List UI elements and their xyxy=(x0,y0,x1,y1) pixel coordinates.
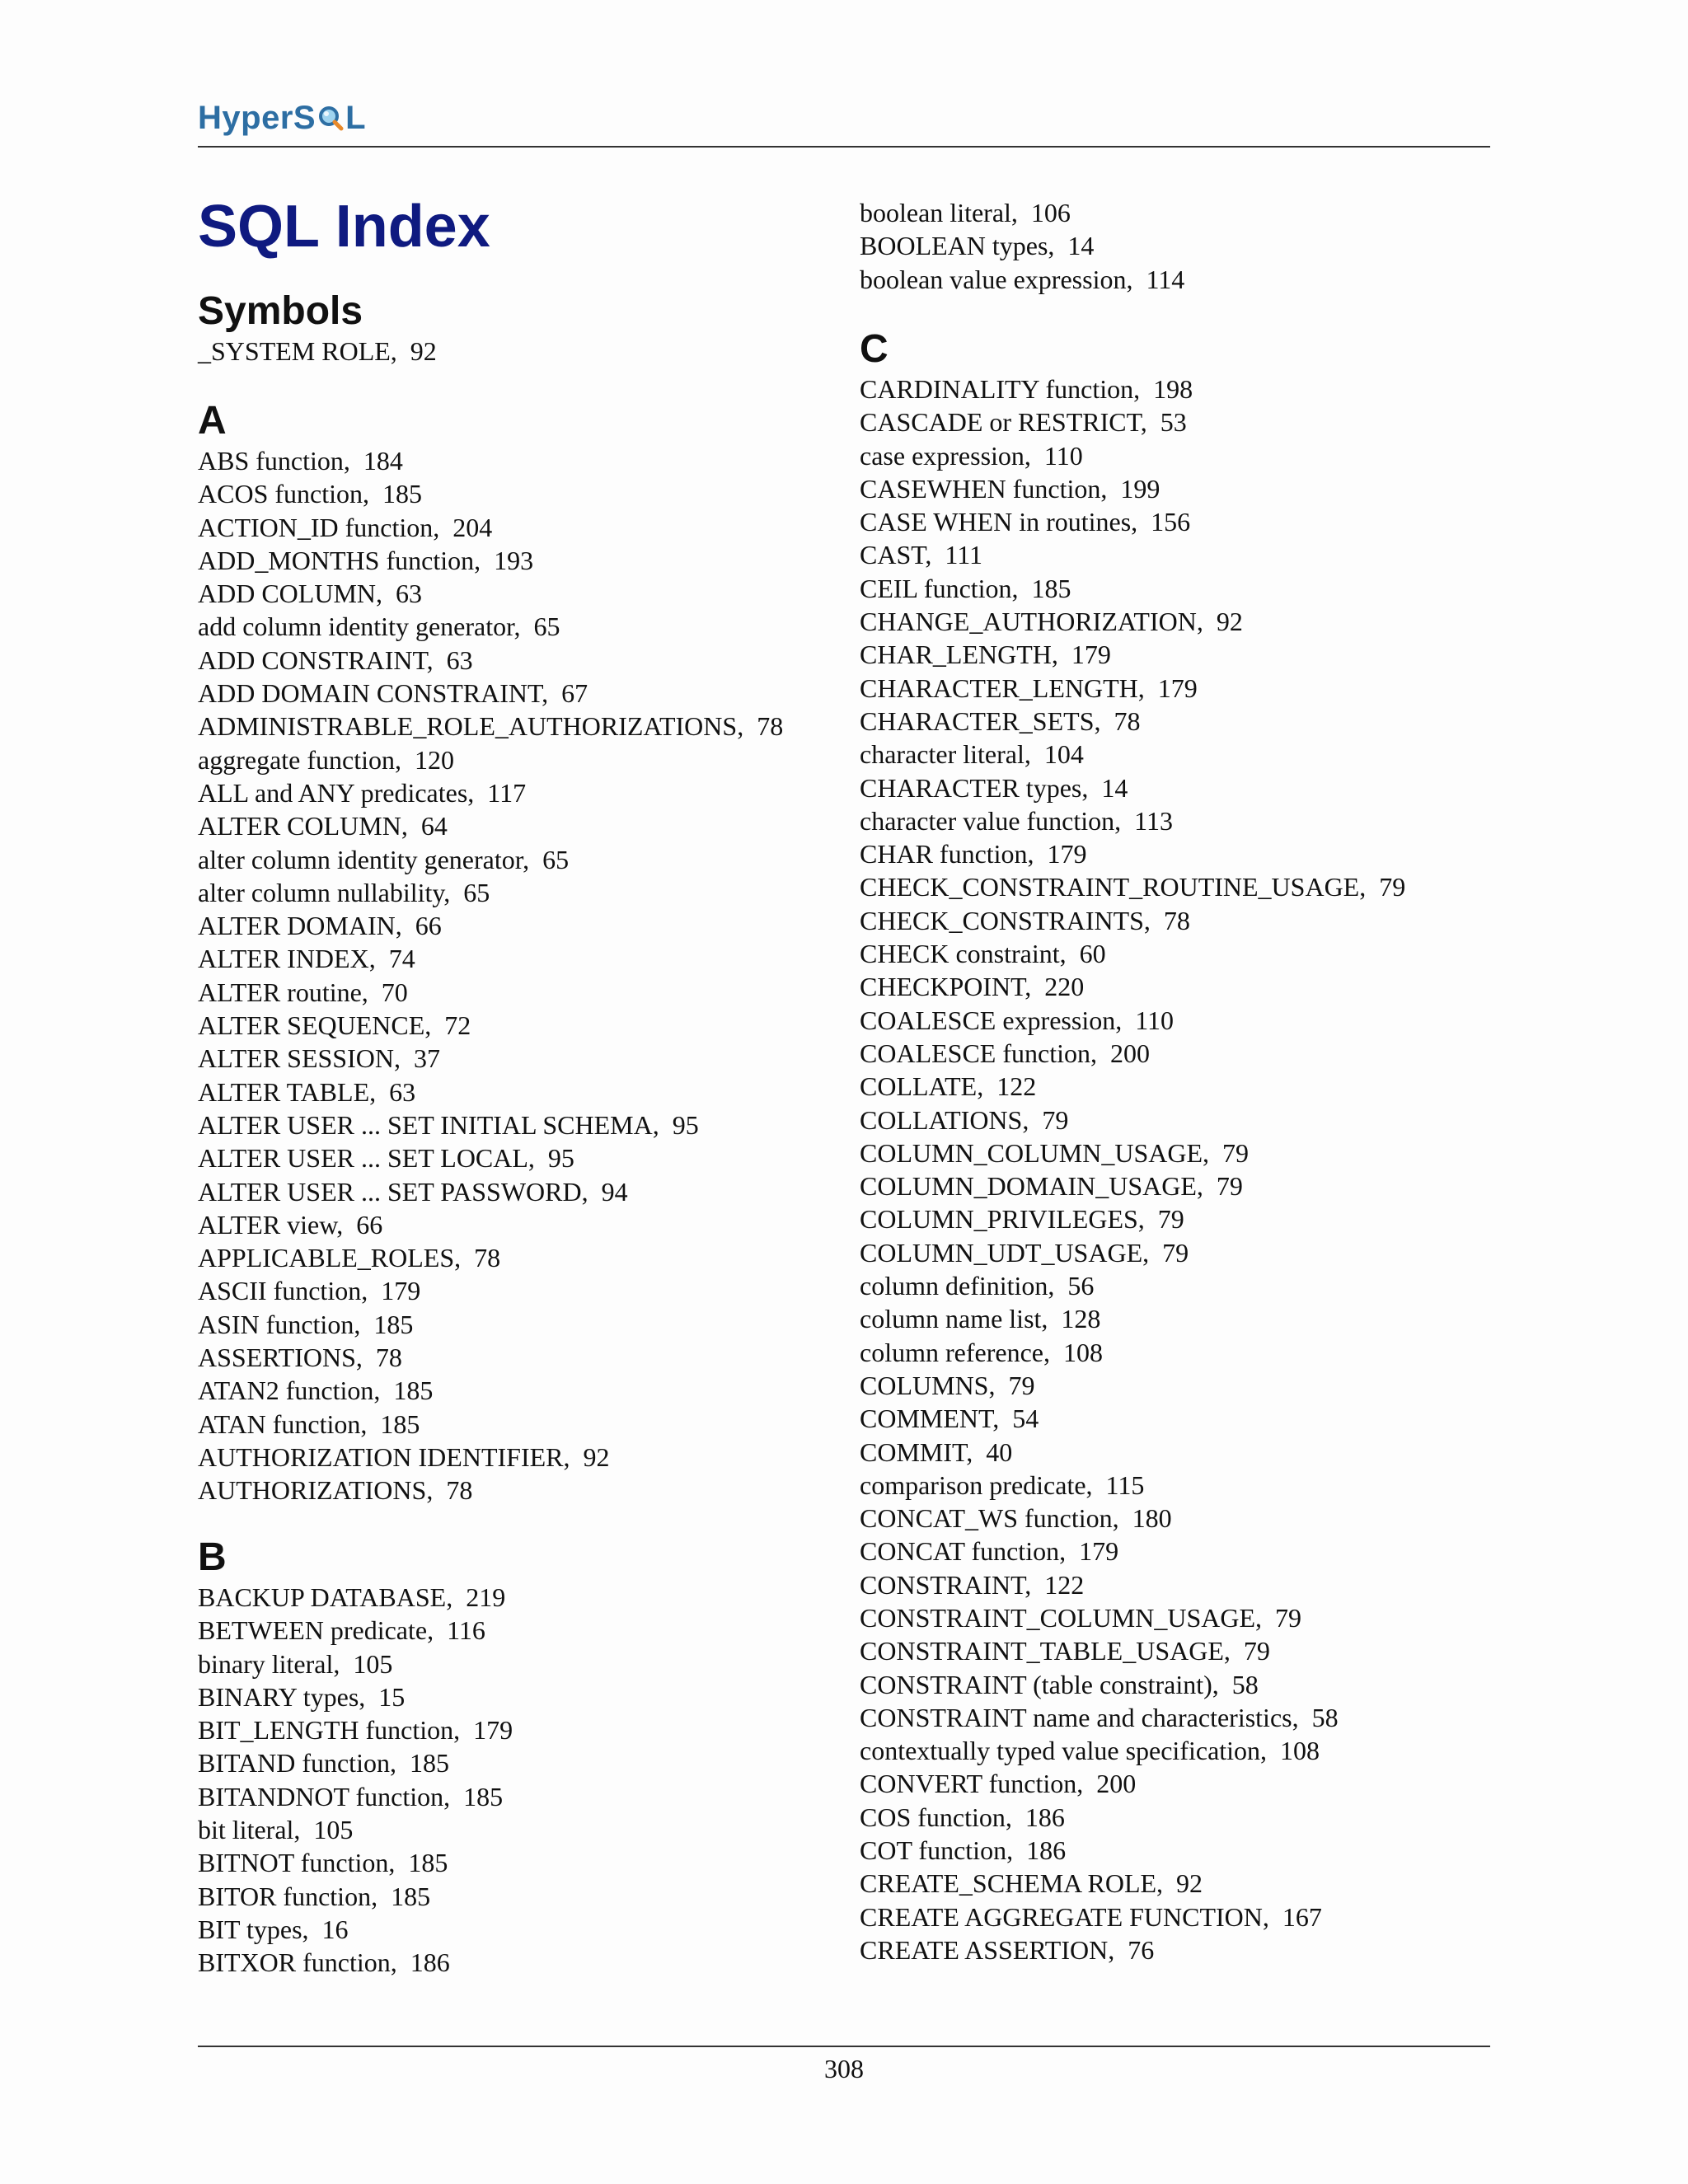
index-entry: comparison predicate, 115 xyxy=(860,1469,1145,1500)
index-entry: ASSERTIONS, 78 xyxy=(198,1343,402,1373)
index-entry: ADD CONSTRAINT, 63 xyxy=(198,644,473,675)
index-entry: COLUMN_UDT_USAGE, 79 xyxy=(860,1237,1189,1268)
index-entry: BITXOR function, 186 xyxy=(198,1947,450,1978)
index-entry: binary literal, 105 xyxy=(198,1648,393,1679)
index-entry: CHANGE_AUTHORIZATION, 92 xyxy=(860,607,1243,637)
index-entry: BOOLEAN types, 14 xyxy=(860,231,1095,261)
logo-text-prefix: HyperS xyxy=(198,99,316,136)
index-entry: COALESCE expression, 110 xyxy=(860,1005,1175,1035)
section-a xyxy=(198,398,841,1507)
index-entry: CONSTRAINT (table constraint), 58 xyxy=(860,1669,1259,1699)
header-rule xyxy=(198,146,1490,148)
index-entry: COLUMN_PRIVILEGES, 79 xyxy=(860,1204,1184,1235)
index-entry: CASEWHEN function, 199 xyxy=(860,473,1160,504)
index-entry: COLLATIONS, 79 xyxy=(860,1104,1069,1135)
hypersql-logo xyxy=(198,97,366,138)
index-entry: CAST, 111 xyxy=(860,540,983,570)
index-entry: BINARY types, 15 xyxy=(198,1681,406,1712)
index-entry: character literal, 104 xyxy=(860,739,1084,770)
index-entry: CARDINALITY function, 198 xyxy=(860,374,1193,404)
index-list xyxy=(198,1581,841,1980)
index-entry: BITAND function, 185 xyxy=(198,1748,449,1779)
index-entry: BIT_LENGTH function, 179 xyxy=(198,1715,513,1746)
index-entry: _SYSTEM ROLE, 92 xyxy=(198,336,437,366)
index-entry: CONCAT_WS function, 180 xyxy=(860,1503,1172,1534)
index-entry: COLLATE, 122 xyxy=(860,1071,1037,1102)
index-entry: CONSTRAINT name and characteristics, 58 xyxy=(860,1702,1339,1732)
index-entry: AUTHORIZATION IDENTIFIER, 92 xyxy=(198,1441,610,1472)
index-entry: ALTER COLUMN, 64 xyxy=(198,811,448,841)
index-entry: APPLICABLE_ROLES, 78 xyxy=(198,1243,501,1273)
index-entry: add column identity generator, 65 xyxy=(198,612,560,642)
index-list xyxy=(860,373,1503,1966)
index-entry: ALL and ANY predicates, 117 xyxy=(198,777,527,808)
index-entry: CHECKPOINT, 220 xyxy=(860,972,1085,1002)
index-entry: BITANDNOT function, 185 xyxy=(198,1781,504,1811)
index-entry: column name list, 128 xyxy=(860,1304,1101,1334)
index-entry: BITNOT function, 185 xyxy=(198,1848,448,1878)
index-entry: CHECK_CONSTRAINT_ROUTINE_USAGE, 79 xyxy=(860,872,1406,902)
index-entry: column definition, 56 xyxy=(860,1271,1095,1301)
index-list xyxy=(198,444,841,1507)
index-entry: ALTER DOMAIN, 66 xyxy=(198,911,442,941)
index-entry: BITOR function, 185 xyxy=(198,1881,431,1911)
index-entry: ALTER routine, 70 xyxy=(198,977,408,1007)
index-entry: CREATE ASSERTION, 76 xyxy=(860,1934,1155,1965)
logo-text-suffix: L xyxy=(345,99,366,136)
index-list xyxy=(198,335,841,368)
index-entry: ADD DOMAIN CONSTRAINT, 67 xyxy=(198,678,588,709)
index-entry: CONSTRAINT, 122 xyxy=(860,1569,1085,1600)
index-entry: COT function, 186 xyxy=(860,1835,1067,1866)
index-entry: CONSTRAINT_COLUMN_USAGE, 79 xyxy=(860,1602,1302,1633)
index-entry: COS function, 186 xyxy=(860,1802,1065,1832)
index-entry: contextually typed value specification, 108 xyxy=(860,1736,1320,1766)
section-symbols xyxy=(198,288,841,368)
index-entry: CHARACTER_SETS, 78 xyxy=(860,705,1141,736)
index-entry: ASIN function, 185 xyxy=(198,1309,414,1339)
index-entry: boolean value expression, 114 xyxy=(860,264,1185,294)
index-entry: ATAN function, 185 xyxy=(198,1408,420,1439)
index-entry: BIT types, 16 xyxy=(198,1914,349,1944)
section-letter: B xyxy=(198,1535,227,1579)
index-entry: ALTER SEQUENCE, 72 xyxy=(198,1010,471,1041)
index-entry: ADMINISTRABLE_ROLE_AUTHORIZATIONS, 78 xyxy=(198,711,784,742)
index-entry: ATAN2 function, 185 xyxy=(198,1376,434,1406)
index-entry: COMMENT, 54 xyxy=(860,1404,1039,1434)
index-entry: CHARACTER_LENGTH, 179 xyxy=(860,673,1198,703)
index-list xyxy=(860,196,1503,296)
index-entry: CHECK constraint, 60 xyxy=(860,939,1106,969)
index-entry: COLUMN_DOMAIN_USAGE, 79 xyxy=(860,1171,1243,1202)
page-number: 308 xyxy=(824,2054,864,2083)
section-c xyxy=(860,326,1503,1966)
index-entry: alter column identity generator, 65 xyxy=(198,844,570,874)
index-entry: CONCAT function, 179 xyxy=(860,1536,1119,1567)
index-entry: ADD COLUMN, 63 xyxy=(198,579,422,609)
section-letter: C xyxy=(860,327,889,371)
index-entry: CHAR_LENGTH, 179 xyxy=(860,640,1111,670)
index-entry: ACTION_ID function, 204 xyxy=(198,512,493,542)
index-entry: bit literal, 105 xyxy=(198,1815,354,1845)
index-entry: CONVERT function, 200 xyxy=(860,1769,1137,1799)
index-entry: column reference, 108 xyxy=(860,1337,1103,1367)
index-entry: ALTER view, 66 xyxy=(198,1209,383,1240)
index-entry: CEIL function, 185 xyxy=(860,573,1071,603)
index-entry: BACKUP DATABASE, 219 xyxy=(198,1582,506,1612)
footer-rule xyxy=(198,2046,1490,2047)
index-entry: COALESCE function, 200 xyxy=(860,1038,1150,1068)
index-entry: BETWEEN predicate, 116 xyxy=(198,1615,485,1646)
index-entry: CREATE_SCHEMA ROLE, 92 xyxy=(860,1868,1203,1899)
index-entry: CHARACTER types, 14 xyxy=(860,772,1128,803)
index-entry: CASCADE or RESTRICT, 53 xyxy=(860,407,1187,438)
section-b-continued xyxy=(860,196,1503,296)
index-entry: ASCII function, 179 xyxy=(198,1276,421,1306)
index-entry: ABS function, 184 xyxy=(198,446,403,476)
section-letter: A xyxy=(198,399,227,443)
section-b xyxy=(198,1535,841,1980)
index-entry: ALTER USER ... SET INITIAL SCHEMA, 95 xyxy=(198,1109,699,1140)
index-entry: COLUMN_COLUMN_USAGE, 79 xyxy=(860,1137,1250,1168)
index-entry: character value function, 113 xyxy=(860,805,1173,836)
index-entry: CHECK_CONSTRAINTS, 78 xyxy=(860,905,1190,935)
page-title: SQL Index xyxy=(198,194,490,260)
index-entry: COMMIT, 40 xyxy=(860,1436,1013,1467)
index-entry: COLUMNS, 79 xyxy=(860,1370,1035,1400)
index-entry: ACOS function, 185 xyxy=(198,479,422,509)
section-letter: Symbols xyxy=(198,289,363,333)
index-entry: ALTER TABLE, 63 xyxy=(198,1076,416,1107)
magnifier-q-icon xyxy=(317,105,344,131)
index-entry: CONSTRAINT_TABLE_USAGE, 79 xyxy=(860,1636,1270,1666)
index-entry: CASE WHEN in routines, 156 xyxy=(860,507,1191,537)
index-entry: case expression, 110 xyxy=(860,440,1083,471)
index-entry: ALTER USER ... SET LOCAL, 95 xyxy=(198,1143,574,1174)
index-entry: CREATE AGGREGATE FUNCTION, 167 xyxy=(860,1901,1322,1932)
index-entry: ADD_MONTHS function, 193 xyxy=(198,545,534,575)
index-entry: alter column nullability, 65 xyxy=(198,877,490,907)
index-entry: aggregate function, 120 xyxy=(198,744,454,775)
index-entry: ALTER INDEX, 74 xyxy=(198,944,415,974)
index-entry: ALTER USER ... SET PASSWORD, 94 xyxy=(198,1176,628,1207)
index-entry: ALTER SESSION, 37 xyxy=(198,1043,440,1074)
index-entry: AUTHORIZATIONS, 78 xyxy=(198,1475,473,1506)
index-entry: boolean literal, 106 xyxy=(860,198,1071,227)
index-entry: CHAR function, 179 xyxy=(860,839,1087,869)
